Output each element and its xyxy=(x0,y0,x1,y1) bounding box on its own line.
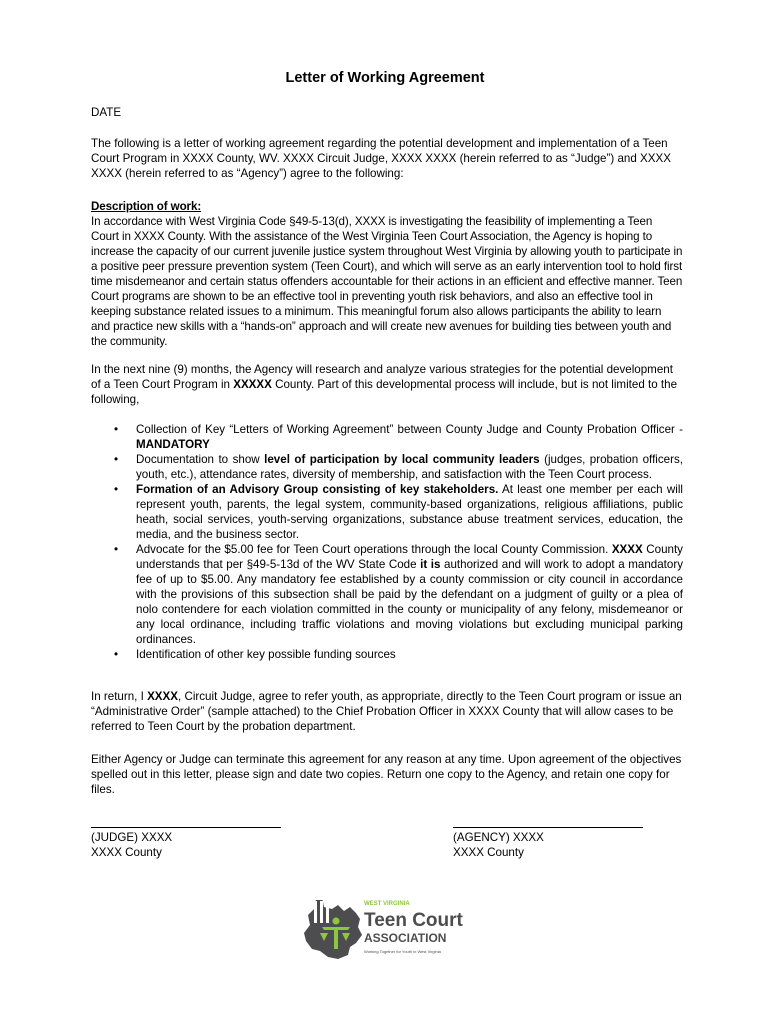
list-item-emphasis: Formation of an Advisory Group consisting of key stakeholders. xyxy=(136,483,499,496)
date-line: DATE xyxy=(91,106,122,119)
process-list xyxy=(91,422,683,662)
list-item xyxy=(91,422,683,452)
description-heading: Description of work: xyxy=(91,200,202,213)
pillar-icon xyxy=(314,901,317,923)
logo-top-text: WEST VIRGINIA xyxy=(364,901,410,907)
list-item-text: Identification of other key possible funding sources xyxy=(136,648,396,661)
agency-signature-line xyxy=(453,827,643,828)
next-months-text-end: County. Part of this developmental process will include, but is not limited to the following, xyxy=(91,378,678,406)
judge-placeholder: XXXX xyxy=(147,690,178,703)
pillar-icon xyxy=(326,901,329,923)
list-item-text: Documentation to show xyxy=(136,453,265,466)
list-item-text: Advocate for the $5.00 fee for Teen Court operations through the local County Commission. xyxy=(136,543,612,556)
list-item-text: Collection of Key “Letters of Working Agreement” between County Judge and County Probation Officer - xyxy=(136,423,683,436)
list-item-emphasis: XXXX xyxy=(611,543,643,556)
logo-tagline: Working Together for Youth in West Virginia xyxy=(364,949,441,954)
list-item-text: At least one member per each will represent youth, parents, the legal system, community-based organizations, religious affiliations, public heath, social services, youth-serving organizations, substance abuse treatment services, education, the media, and the business sector. xyxy=(136,483,684,541)
next-months-text: In the next nine (9) months, the Agency will research and analyze various strategies for the potential development of a Teen Court Program in xyxy=(91,363,673,391)
list-item-emphasis: it is xyxy=(420,558,441,571)
judge-signature-line xyxy=(91,827,281,828)
list-item-text: authorized and will work to adopt a mandatory fee of up to $5.00. Any mandatory fee established by a county commission or city council in accordance with the provisions of this subsection shall be paid by the defendant on a judgment of guilty or a plea of nolo contendere for each violation committed in the county or municipality of any felony, misdemeanor or any local ordinance, including traffic violations and moving violations but excluding municipal parking ordinances. xyxy=(136,558,683,646)
wv-teen-court-association-logo xyxy=(298,893,478,965)
next-months-paragraph xyxy=(91,362,683,407)
judge-county: XXXX County xyxy=(91,846,162,859)
in-return-text-end: , Circuit Judge, agree to refer youth, as appropriate, directly to the Teen Court program or issue an “Administrative Order” (sample attached) to the Chief Probation Officer in XXXX County that will allow cases to be referred to Teen Court by the probation department. xyxy=(91,690,682,733)
description-body: In accordance with West Virginia Code §49-5-13(d), XXXX is investigating the feasibility of implementing a Teen Court in XXXX County. With the assistance of the West Virginia Teen Court Association, the Agency is hoping to increase the capacity of our current juvenile justice system throughout West Virginia by allowing youth to participate in a positive peer pressure prevention system (Teen Court), and which will serve as an early intervention tool to hold first time misdemeanor and certain status offenders accountable for their actions in an efficient and effective manner. Teen Court programs are shown to be an effective tool in preventing youth risk behaviors, and also an effective tool in keeping substance related issues to a minimum. This meaningful forum also allows participants the ability to learn and practice new skills with a “hands-on” approach and will create new avenues for building ties between youth and the community. xyxy=(91,215,683,348)
judge-name: (JUDGE) XXXX xyxy=(91,831,173,844)
list-item-emphasis: level of participation by local community leaders xyxy=(264,453,540,466)
pillar-icon xyxy=(320,901,323,923)
description-section xyxy=(91,199,683,349)
list-item xyxy=(91,482,683,542)
list-item xyxy=(91,452,683,482)
agency-county: XXXX County xyxy=(453,846,524,859)
mandatory-label: MANDATORY xyxy=(136,438,210,451)
document-title: Letter of Working Agreement xyxy=(285,70,485,86)
list-item-text: County understands that per §49-5-13d of the WV State Code xyxy=(136,543,683,571)
pillar-cap xyxy=(312,897,332,900)
intro-paragraph: The following is a letter of working agreement regarding the potential development and implementation of a Teen Court Program in XXXX County, WV. XXXX Circuit Judge, XXXX XXXX (herein referred to as “Judge”) and XXXX XXXX (herein referred to as “Agency”) agree to the following: xyxy=(91,137,671,180)
termination-paragraph: Either Agency or Judge can terminate this agreement for any reason at any time. Upon agreement of the objectives spelled out in this letter, please sign and date two copies. Return one copy to the Agency, and retain one copy for files. xyxy=(91,753,682,796)
figure-head-icon xyxy=(333,918,340,925)
list-item xyxy=(91,647,683,662)
in-return-paragraph xyxy=(91,689,683,734)
agency-name: (AGENCY) XXXX xyxy=(453,831,544,844)
list-item xyxy=(91,542,683,647)
agency-signature-block xyxy=(453,830,544,860)
logo-sub-text: ASSOCIATION xyxy=(364,931,447,945)
logo-main-text: Teen Court xyxy=(364,910,463,931)
judge-signature-block xyxy=(91,830,172,860)
list-item-text: (judges, probation officers, youth, etc.), attendance rates, diversity of membership, and satisfaction with the Teen Court process. xyxy=(136,453,683,481)
in-return-text: In return, I xyxy=(91,690,148,703)
county-placeholder: XXXXX xyxy=(233,378,272,391)
